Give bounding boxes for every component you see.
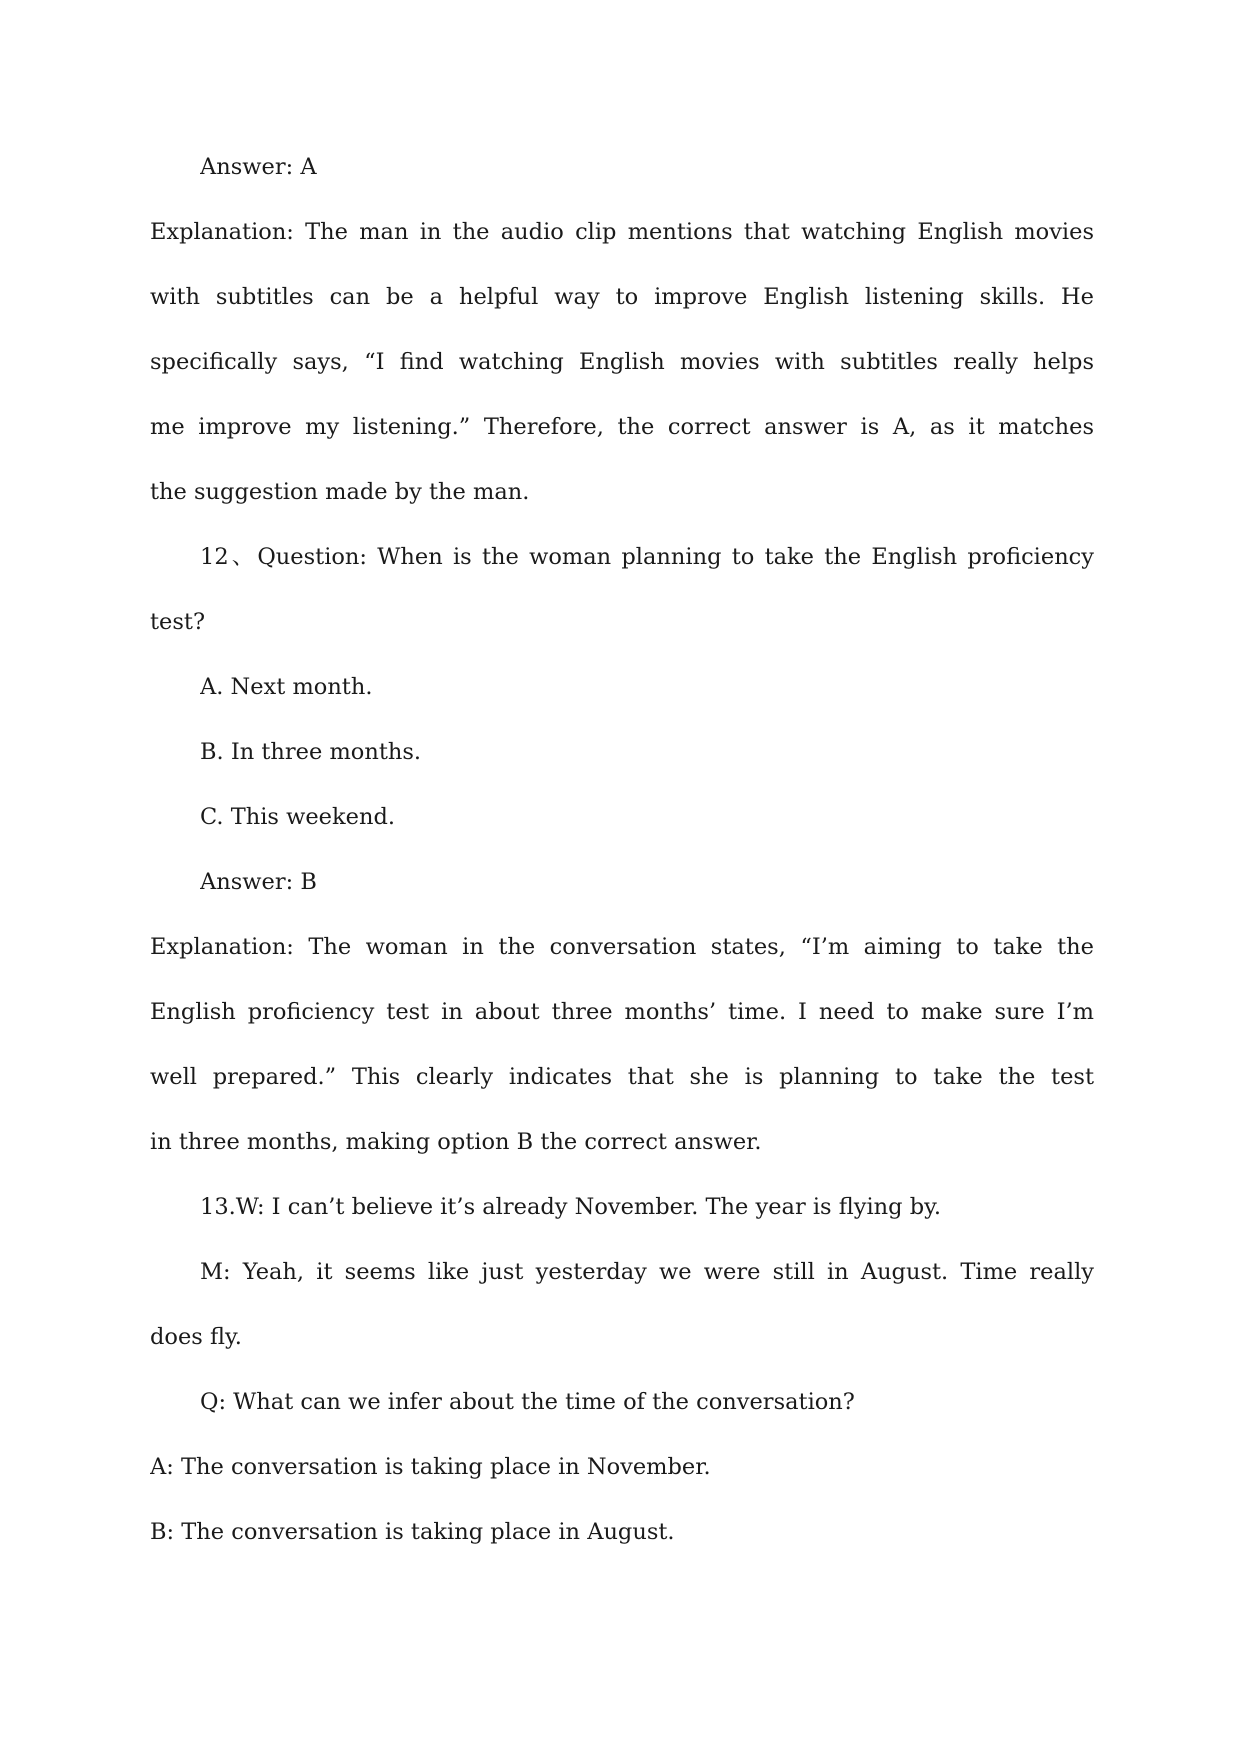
answer-line: Answer: A: [200, 154, 317, 180]
option-b: B. In three months.: [200, 739, 422, 765]
explanation-line: well prepared.” This clearly indicates that she is planning to take the test: [150, 1064, 1094, 1090]
explanation-line: Explanation: The man in the audio clip mentions that watching English movies: [150, 219, 1094, 245]
explanation-line: specifically says, “I find watching English movies with subtitles really helps: [150, 349, 1094, 375]
option-b: B: The conversation is taking place in August.: [150, 1519, 675, 1545]
dialogue-line: 13.W: I can’t believe it’s already November. The year is flying by.: [200, 1194, 941, 1220]
question-line: 12、Question: When is the woman planning to take the English proficiency: [200, 544, 1094, 570]
explanation-line: English proficiency test in about three months’ time. I need to make sure I’m: [150, 999, 1094, 1025]
explanation-line: me improve my listening.” Therefore, the correct answer is A, as it matches: [150, 414, 1094, 440]
explanation-line: Explanation: The woman in the conversation states, “I’m aiming to take the: [150, 934, 1094, 960]
explanation-line: with subtitles can be a helpful way to improve English listening skills. He: [150, 284, 1094, 310]
explanation-line: the suggestion made by the man.: [150, 479, 530, 505]
dialogue-line: M: Yeah, it seems like just yesterday we were still in August. Time really: [200, 1259, 1094, 1285]
question-line: Q: What can we infer about the time of the conversation?: [200, 1389, 855, 1415]
option-a: A. Next month.: [200, 674, 373, 700]
dialogue-line: does fly.: [150, 1324, 242, 1350]
question-line: test?: [150, 609, 206, 635]
option-a: A: The conversation is taking place in November.: [150, 1454, 711, 1480]
explanation-line: in three months, making option B the correct answer.: [150, 1129, 762, 1155]
option-c: C. This weekend.: [200, 804, 395, 830]
answer-line: Answer: B: [200, 869, 317, 895]
